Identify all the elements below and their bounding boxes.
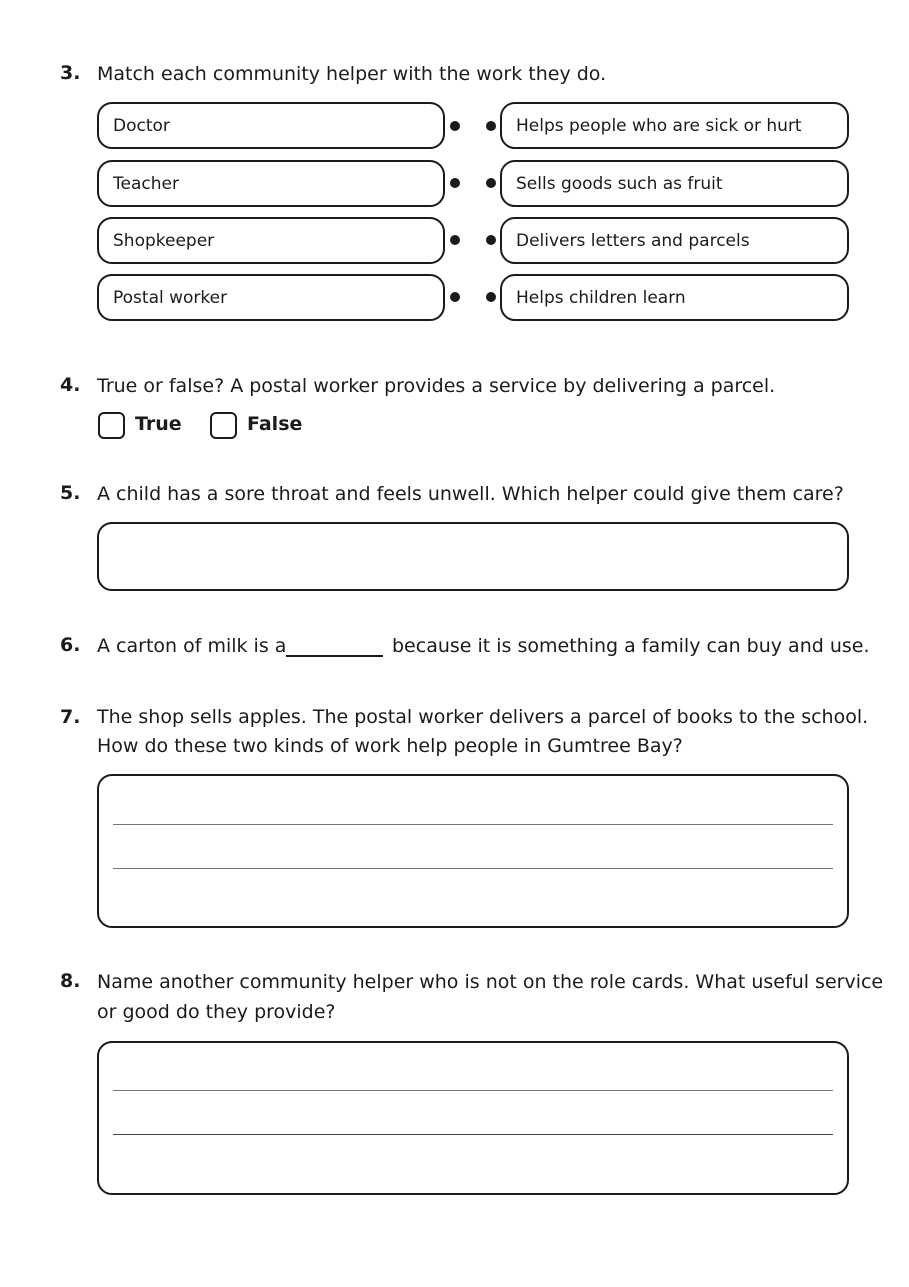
- match-left-postal-worker[interactable]: [97, 274, 445, 321]
- match-left-label: Doctor: [113, 115, 170, 136]
- answer-box-q5[interactable]: [97, 522, 849, 591]
- match-left-label: Postal worker: [113, 287, 228, 308]
- question-3-number: 3.: [60, 62, 81, 84]
- false-label: False: [247, 413, 303, 435]
- question-7-line-2: How do these two kinds of work help people in Gumtree Bay?: [97, 735, 683, 757]
- match-left-dot[interactable]: [450, 235, 460, 245]
- match-right-dot[interactable]: [486, 292, 496, 302]
- match-right-sick[interactable]: [500, 102, 849, 149]
- question-8-line-2: or good do they provide?: [97, 1001, 336, 1023]
- match-right-dot[interactable]: [486, 121, 496, 131]
- match-left-teacher[interactable]: [97, 160, 445, 207]
- match-left-label: Teacher: [113, 173, 179, 194]
- match-right-dot[interactable]: [486, 178, 496, 188]
- false-checkbox[interactable]: [210, 412, 237, 439]
- question-6-text-after: because it is something a family can buy and use.: [392, 635, 870, 657]
- answer-line: [113, 1134, 833, 1135]
- match-right-delivers[interactable]: [500, 217, 849, 264]
- match-right-label: Sells goods such as fruit: [516, 173, 723, 194]
- question-5-text: A child has a sore throat and feels unwell. Which helper could give them care?: [97, 483, 844, 505]
- question-8-number: 8.: [60, 970, 81, 992]
- question-8-line-1: Name another community helper who is not on the role cards. What useful service: [97, 971, 884, 993]
- match-right-goods[interactable]: [500, 160, 849, 207]
- match-left-label: Shopkeeper: [113, 230, 215, 251]
- match-left-dot[interactable]: [450, 121, 460, 131]
- answer-line: [113, 824, 833, 825]
- question-7-number: 7.: [60, 706, 81, 728]
- true-checkbox[interactable]: [98, 412, 125, 439]
- match-right-label: Helps people who are sick or hurt: [516, 115, 802, 136]
- question-3-text: Match each community helper with the work they do.: [97, 63, 607, 85]
- match-right-label: Helps children learn: [516, 287, 686, 308]
- question-6-text-before: A carton of milk is a: [97, 635, 287, 657]
- match-right-dot[interactable]: [486, 235, 496, 245]
- true-label: True: [135, 413, 182, 435]
- question-4-text: True or false? A postal worker provides a service by delivering a parcel.: [97, 375, 776, 397]
- question-6-number: 6.: [60, 634, 81, 656]
- match-right-learn[interactable]: [500, 274, 849, 321]
- match-left-dot[interactable]: [450, 178, 460, 188]
- question-7-line-1: The shop sells apples. The postal worker delivers a parcel of books to the school.: [97, 706, 869, 728]
- answer-box-q7[interactable]: [97, 774, 849, 928]
- answer-line: [113, 1090, 833, 1091]
- match-left-dot[interactable]: [450, 292, 460, 302]
- question-4-number: 4.: [60, 374, 81, 396]
- match-left-shopkeeper[interactable]: [97, 217, 445, 264]
- match-right-label: Delivers letters and parcels: [516, 230, 750, 251]
- match-left-doctor[interactable]: [97, 102, 445, 149]
- answer-box-q8[interactable]: [97, 1041, 849, 1195]
- answer-line: [113, 868, 833, 869]
- fill-in-blank-q6[interactable]: [286, 655, 383, 657]
- question-5-number: 5.: [60, 482, 81, 504]
